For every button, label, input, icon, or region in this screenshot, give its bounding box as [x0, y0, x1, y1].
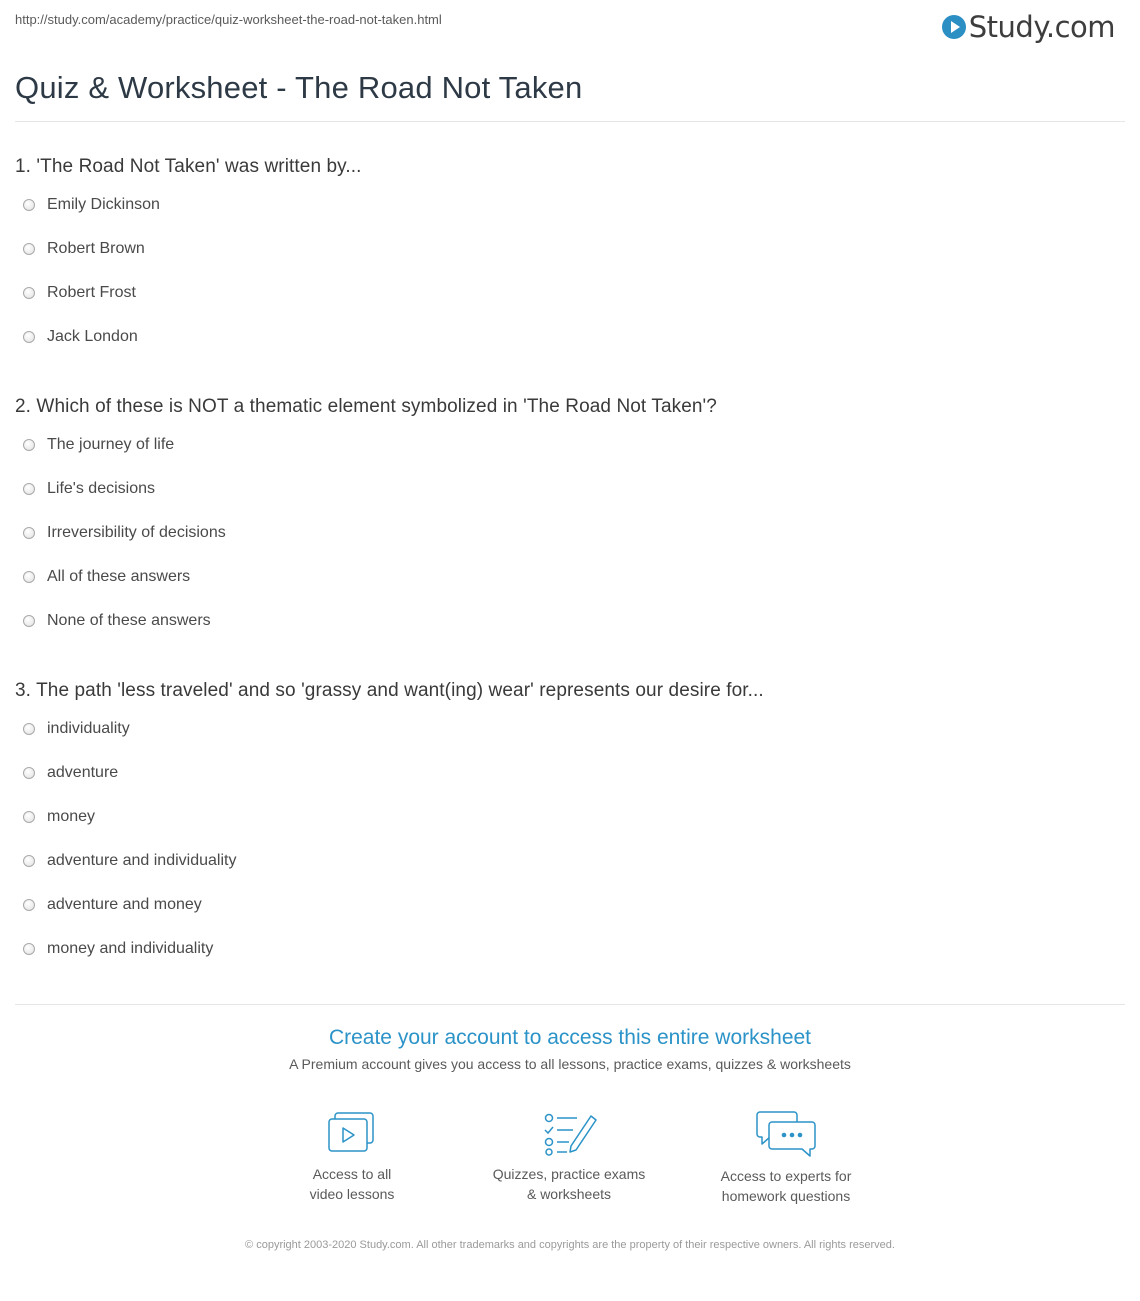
feature-video-lessons — [252, 1110, 452, 1204]
feature-experts — [686, 1110, 886, 1206]
radio-button[interactable] — [23, 527, 35, 539]
answer-option[interactable] — [15, 523, 1125, 567]
answer-label: Robert Brown — [47, 240, 145, 257]
question-2 — [15, 393, 1125, 655]
quizzes-checklist-icon — [541, 1110, 597, 1156]
logo-text: Study.com — [968, 10, 1115, 44]
feature-label: Quizzes, practice exams & worksheets — [492, 1166, 646, 1202]
radio-button[interactable] — [23, 723, 35, 735]
answer-option[interactable] — [15, 719, 1125, 763]
answer-label: adventure and money — [47, 896, 202, 913]
study-logo[interactable] — [942, 10, 1115, 44]
answer-options — [15, 435, 1125, 655]
premium-cta — [0, 1026, 1140, 1072]
cta-title-link[interactable]: Create your account to access this entire worksheet — [328, 1026, 812, 1049]
radio-button[interactable] — [23, 855, 35, 867]
question-text: 1. 'The Road Not Taken' was written by... — [15, 156, 362, 177]
radio-button[interactable] — [23, 767, 35, 779]
answer-label: Life's decisions — [47, 480, 155, 497]
feature-quizzes — [469, 1110, 669, 1204]
video-lessons-icon — [324, 1110, 380, 1156]
title-divider — [15, 121, 1125, 122]
top-bar — [15, 10, 1125, 42]
radio-button[interactable] — [23, 199, 35, 211]
answer-options — [15, 195, 1125, 371]
answer-label: individuality — [47, 720, 130, 737]
answer-label: adventure — [47, 764, 119, 781]
answer-label: Robert Frost — [47, 284, 136, 301]
radio-button[interactable] — [23, 439, 35, 451]
radio-button[interactable] — [23, 243, 35, 255]
answer-option[interactable] — [15, 327, 1125, 371]
radio-button[interactable] — [23, 899, 35, 911]
question-text: 2. Which of these is NOT a thematic element symbolized in 'The Road Not Taken'? — [15, 396, 717, 417]
feature-label: Access to all video lessons — [309, 1166, 395, 1202]
cta-divider — [15, 1004, 1125, 1005]
copyright-notice: © copyright 2003-2020 Study.com. All other trademarks and copyrights are the property of their respective owners. All rights reserved. — [245, 1239, 895, 1251]
radio-button[interactable] — [23, 811, 35, 823]
answer-option[interactable] — [15, 611, 1125, 655]
page-title: Quiz & Worksheet - The Road Not Taken — [15, 70, 583, 105]
question-text: 3. The path 'less traveled' and so 'grassy and want(ing) wear' represents our desire for... — [15, 680, 764, 701]
answer-option[interactable] — [15, 851, 1125, 895]
page-url: http://study.com/academy/practice/quiz-worksheet-the-road-not-taken.html — [15, 12, 442, 27]
radio-button[interactable] — [23, 615, 35, 627]
radio-button[interactable] — [23, 571, 35, 583]
cta-subtitle: A Premium account gives you access to all lessons, practice exams, quizzes & worksheets — [289, 1056, 851, 1072]
answer-label: money — [47, 808, 96, 825]
answer-label: None of these answers — [47, 612, 211, 629]
answer-option[interactable] — [15, 239, 1125, 283]
answer-option[interactable] — [15, 479, 1125, 523]
answer-option[interactable] — [15, 895, 1125, 939]
answer-label: Jack London — [47, 328, 138, 345]
answer-option[interactable] — [15, 195, 1125, 239]
answer-label: All of these answers — [47, 568, 191, 585]
radio-button[interactable] — [23, 331, 35, 343]
feature-label: Access to experts for homework questions — [720, 1168, 852, 1204]
answer-label: adventure and individuality — [47, 852, 237, 869]
question-3 — [15, 677, 1125, 983]
answer-option[interactable] — [15, 939, 1125, 983]
play-circle-icon — [942, 15, 966, 39]
radio-button[interactable] — [23, 287, 35, 299]
radio-button[interactable] — [23, 483, 35, 495]
answer-label: Irreversibility of decisions — [47, 524, 226, 541]
answer-option[interactable] — [15, 283, 1125, 327]
answer-label: The journey of life — [47, 436, 175, 453]
answer-option[interactable] — [15, 763, 1125, 807]
answer-label: Emily Dickinson — [47, 196, 160, 213]
chat-bubbles-icon — [754, 1110, 818, 1158]
answer-option[interactable] — [15, 567, 1125, 611]
answer-option[interactable] — [15, 807, 1125, 851]
question-1 — [15, 153, 1125, 371]
radio-button[interactable] — [23, 943, 35, 955]
answer-option[interactable] — [15, 435, 1125, 479]
answer-label: money and individuality — [47, 940, 214, 957]
answer-options — [15, 719, 1125, 983]
